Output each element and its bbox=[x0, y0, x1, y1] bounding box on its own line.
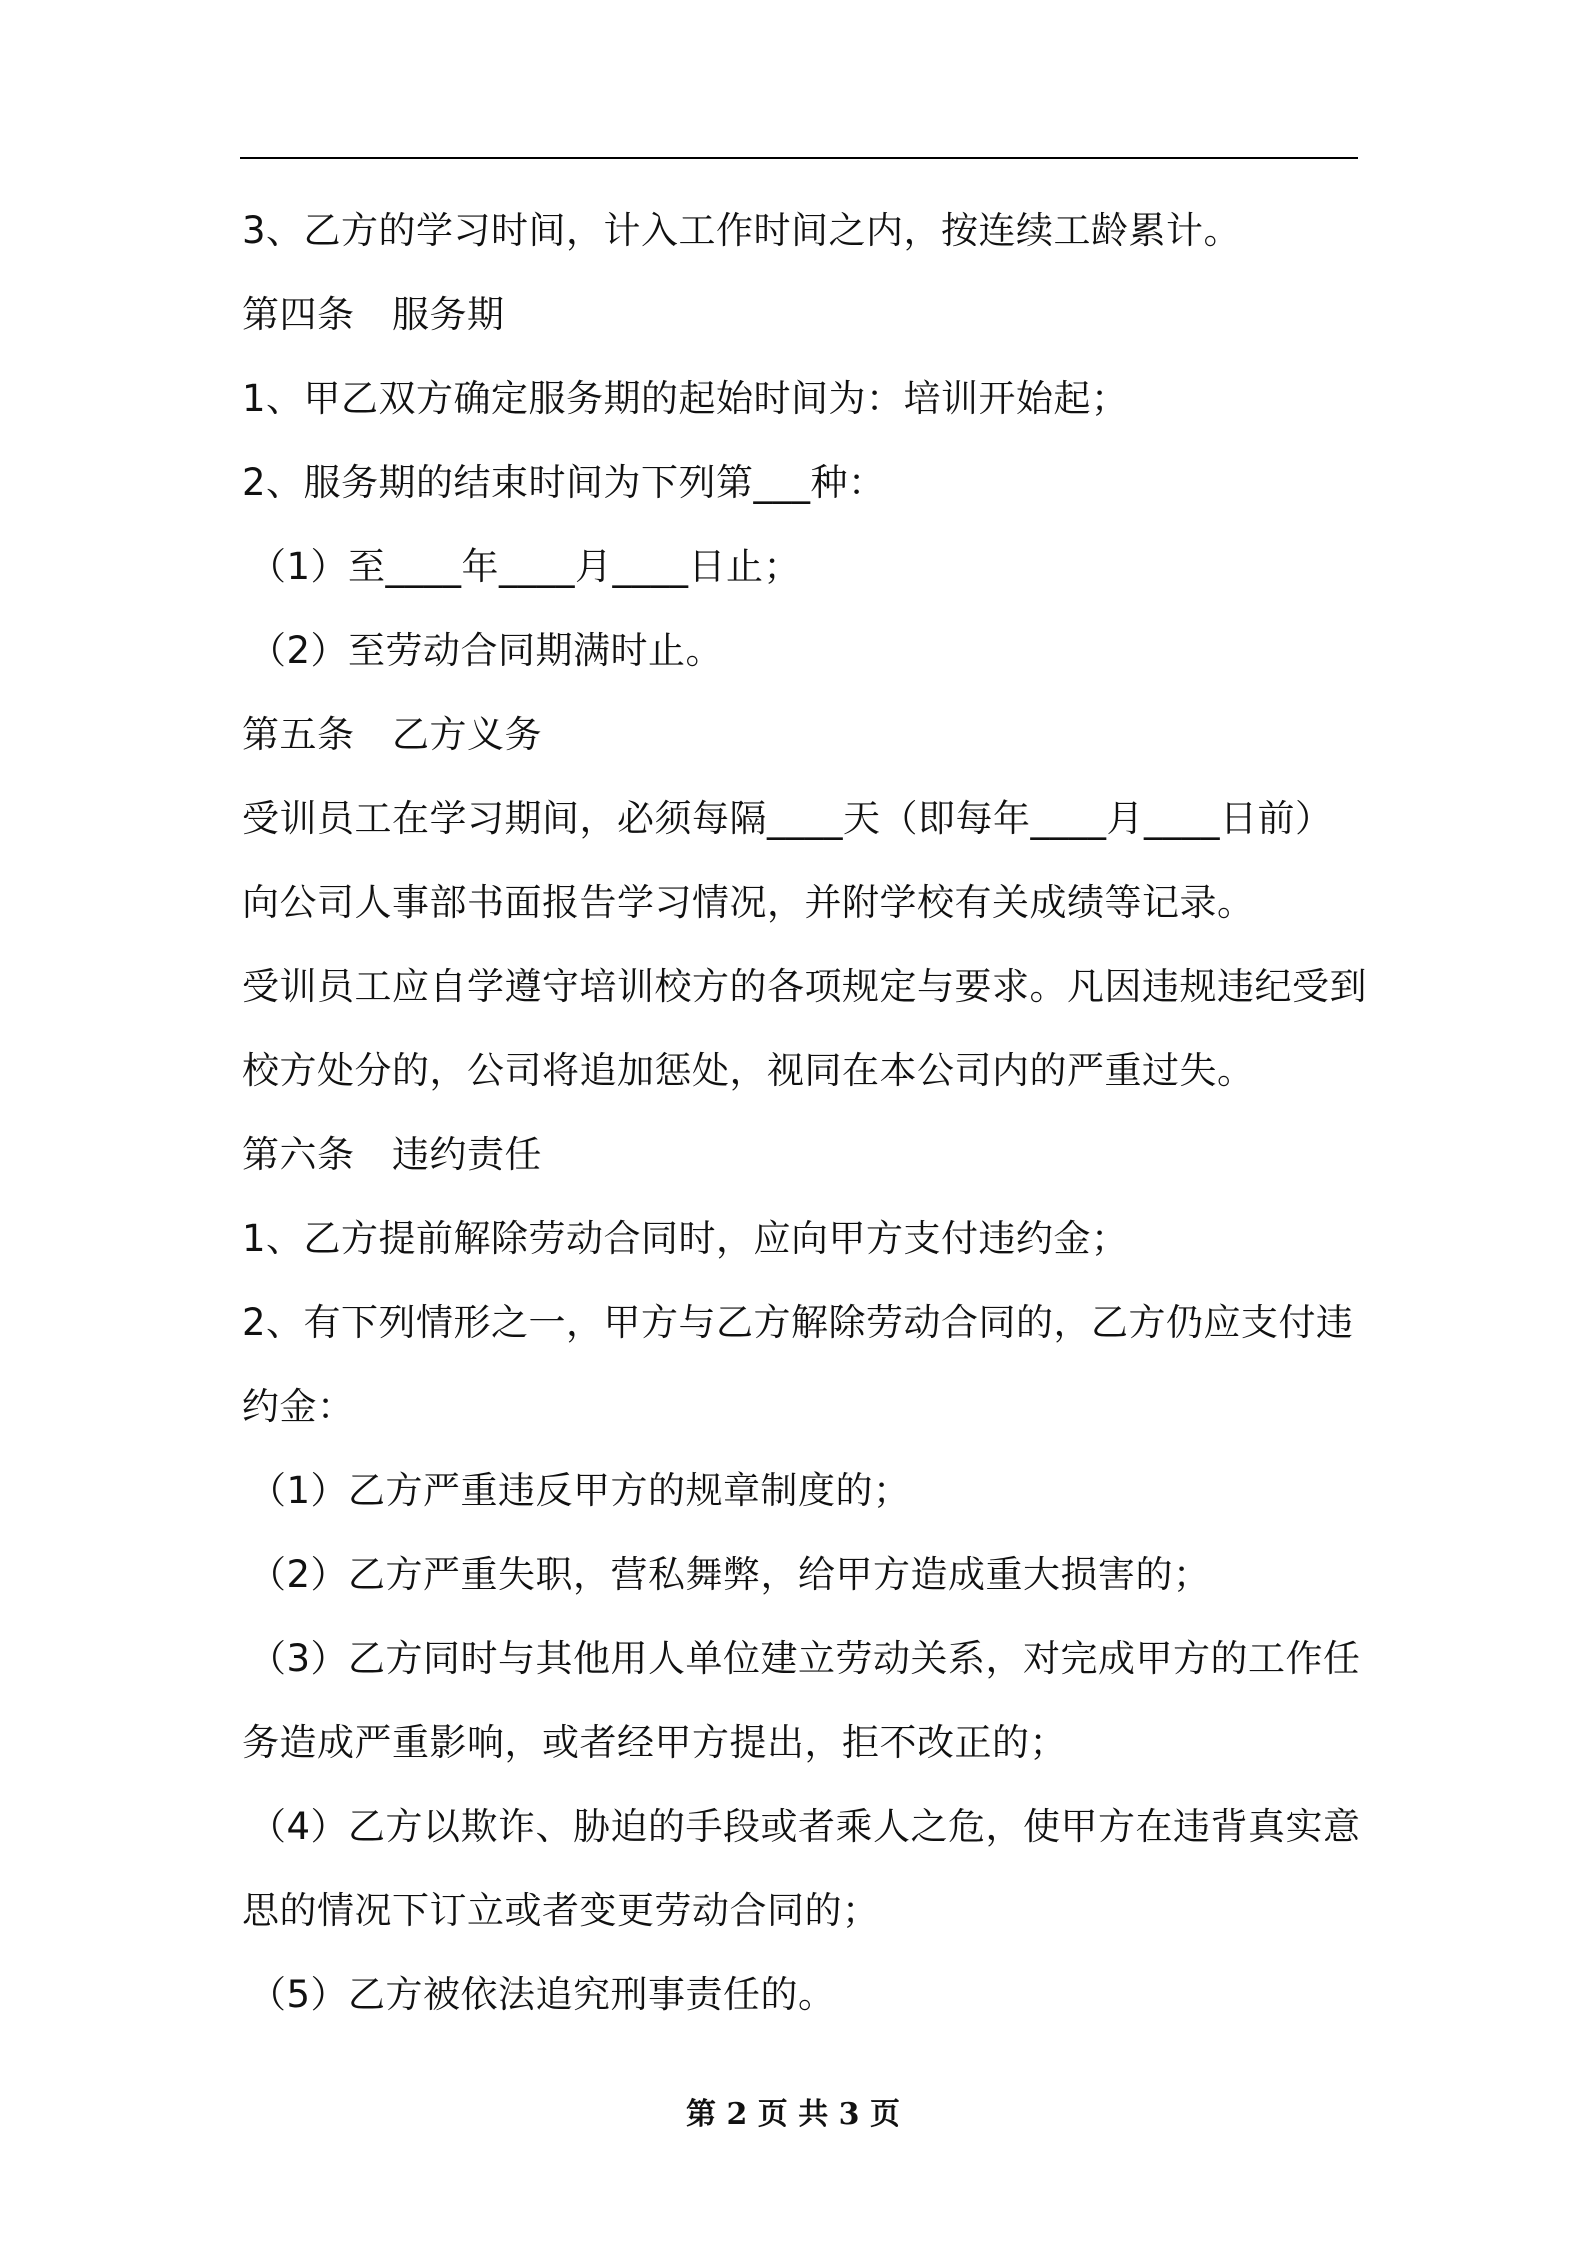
text-line: 3、乙方的学习时间，计入工作时间之内，按连续工龄累计。 bbox=[242, 209, 1242, 252]
section-heading: 第四条 服务期 bbox=[242, 293, 505, 336]
list-item: （2）至劳动合同期满时止。 bbox=[249, 629, 724, 672]
page-number: 第 2 页 共 3 页 bbox=[686, 2097, 900, 2132]
text-line: 2、有下列情形之一，甲方与乙方解除劳动合同的，乙方仍应支付违 bbox=[242, 1301, 1354, 1344]
text-line: 1、甲乙双方确定服务期的起始时间为：培训开始起； bbox=[242, 377, 1129, 420]
list-item: （5）乙方被依法追究刑事责任的。 bbox=[249, 1973, 836, 2016]
text-line: 1、乙方提前解除劳动合同时，应向甲方支付违约金； bbox=[242, 1217, 1129, 1260]
text-line: 受训员工在学习期间，必须每隔____天（即每年____月____日前） bbox=[242, 797, 1333, 840]
list-item: （1）乙方严重违反甲方的规章制度的； bbox=[249, 1469, 911, 1512]
text-line: 向公司人事部书面报告学习情况，并附学校有关成绩等记录。 bbox=[242, 881, 1255, 924]
text-line: 受训员工应自学遵守培训校方的各项规定与要求。凡因违规违纪受到 bbox=[242, 965, 1367, 1008]
document-body bbox=[242, 196, 1367, 2044]
list-item: （2）乙方严重失职，营私舞弊，给甲方造成重大损害的； bbox=[249, 1553, 1211, 1596]
header-rule bbox=[240, 157, 1358, 159]
section-heading: 第五条 乙方义务 bbox=[242, 713, 542, 756]
list-item: （4）乙方以欺诈、胁迫的手段或者乘人之危，使甲方在违背真实意 bbox=[249, 1805, 1361, 1848]
text-line: 约金： bbox=[242, 1385, 355, 1428]
section-heading: 第六条 违约责任 bbox=[242, 1133, 542, 1176]
text-line: 思的情况下订立或者变更劳动合同的； bbox=[242, 1889, 880, 1932]
text-line: 务造成严重影响，或者经甲方提出，拒不改正的； bbox=[242, 1721, 1067, 1764]
list-item: （1）至____年____月____日止； bbox=[249, 545, 802, 588]
text-line: 2、服务期的结束时间为下列第___种： bbox=[242, 461, 886, 504]
text-line: 校方处分的，公司将追加惩处，视同在本公司内的严重过失。 bbox=[242, 1049, 1255, 1092]
list-item: （3）乙方同时与其他用人单位建立劳动关系，对完成甲方的工作任 bbox=[249, 1637, 1361, 1680]
